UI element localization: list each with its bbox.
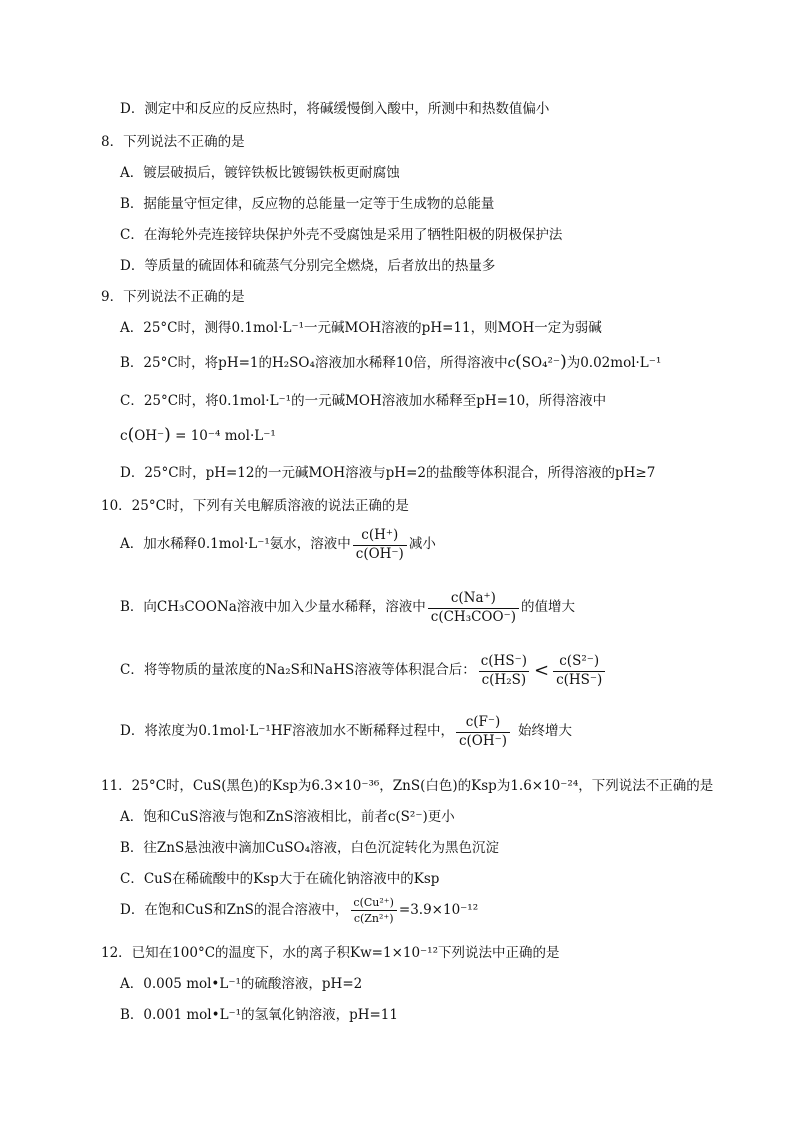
- q12-option-a: A．0.005 mol•L⁻¹的硫酸溶液，pH=2: [120, 976, 363, 992]
- q9-option-c-ion: OH⁻: [134, 428, 165, 444]
- q9-option-b: B．25°C时，将pH=1的H₂SO₄溶液加水稀释10倍，所得溶液中c(SO₄²⁻)为0.02mol·L⁻¹: [120, 352, 662, 372]
- q9-option-a: A．25°C时，测得0.1mol·L⁻¹一元碱MOH溶液的pH=11，则MOH一定为弱碱: [120, 320, 602, 336]
- q9-option-d: D．25°C时，pH=12的一元碱MOH溶液与pH=2的盐酸等体积混合，所得溶液的pH≥7: [120, 465, 656, 481]
- q10-option-b-tail: 的值增大: [520, 599, 575, 616]
- q8-stem: 8．下列说法不正确的是: [101, 134, 245, 150]
- q10-option-d-fraction: [456, 716, 510, 748]
- q10-option-c: [120, 655, 607, 687]
- q10-option-d: [120, 716, 572, 748]
- q10-option-d-denominator: c(OH⁻): [456, 732, 510, 749]
- q10-option-c-fraction-left: [478, 655, 530, 687]
- q10-option-b-text: B．向CH₃COONa溶液中加入少量水稀释，溶液中: [120, 599, 426, 616]
- q10-option-a: [120, 529, 436, 561]
- q9-option-c-expression: c(OH⁻) = 10⁻⁴ mol·L⁻¹: [120, 425, 276, 445]
- q10-option-a-denominator: c(OH⁻): [353, 545, 407, 562]
- q11-stem: 11．25°C时，CuS(黑色)的Ksp为6.3×10⁻³⁶，ZnS(白色)的Ksp为1.6×10⁻²⁴，下列说法不正确的是: [101, 778, 714, 794]
- q10-option-c-denominator-right: c(HS⁻): [553, 671, 605, 688]
- q9-option-c: C．25°C时，将0.1mol·L⁻¹的一元碱MOH溶液加水稀释至pH=10，所得溶液中: [120, 393, 607, 409]
- q10-option-b-fraction: [428, 592, 519, 624]
- q11-option-d-denominator: c(Zn²⁺): [351, 910, 397, 924]
- q11-option-b: B．往ZnS悬浊液中滴加CuSO₄溶液，白色沉淀转化为黑色沉淀: [120, 840, 499, 856]
- q7-option-d: D．测定中和反应的反应热时，将碱缓慢倒入酸中，所测中和热数值偏小: [120, 101, 550, 117]
- q8-option-b: B．据能量守恒定律，反应物的总能量一定等于生成物的总能量: [120, 196, 495, 212]
- q9-option-c-c: c: [120, 428, 128, 444]
- q9-option-c-equation: = 10⁻⁴ mol·L⁻¹: [175, 428, 276, 444]
- q10-option-d-tail: 始终增大: [518, 723, 573, 740]
- q10-option-b: [120, 592, 575, 624]
- q12-stem: 12．已知在100°C的温度下，水的离子积Kw=1×10⁻¹²下列说法中正确的是: [101, 945, 560, 961]
- q10-option-c-numerator-right: c(S²⁻): [559, 653, 600, 669]
- q10-option-c-text: C．将等物质的量浓度的Na₂S和NaHS溶液等体积混合后：: [120, 662, 476, 679]
- q11-option-a: A．饱和CuS溶液与饱和ZnS溶液相比，前者c(S²⁻)更小: [120, 809, 455, 825]
- q11-option-d-fraction: [350, 897, 396, 924]
- q10-option-c-less-than: <: [533, 660, 550, 681]
- q9-option-b-c: c: [507, 355, 516, 371]
- q8-option-d: D．等质量的硫固体和硫蒸气分别完全燃烧，后者放出的热量多: [120, 258, 496, 274]
- q10-option-d-numerator: c(F⁻): [465, 714, 501, 730]
- q12-option-b: B．0.001 mol•L⁻¹的氢氧化钠溶液，pH=11: [120, 1007, 398, 1023]
- q10-option-b-denominator: c(CH₃COO⁻): [428, 608, 519, 625]
- q10-option-c-numerator-left: c(HS⁻): [480, 653, 527, 669]
- q8-option-a: A．镀层破损后，镀锌铁板比镀锡铁板更耐腐蚀: [120, 165, 400, 181]
- q10-option-b-numerator: c(Na⁺): [450, 590, 496, 606]
- q11-option-d-tail: =3.9×10⁻¹²: [398, 901, 479, 918]
- q8-option-c: C．在海轮外壳连接锌块保护外壳不受腐蚀是采用了牺牲阳极的阴极保护法: [120, 227, 563, 243]
- q11-option-d: [120, 897, 478, 924]
- q10-stem: 10．25°C时，下列有关电解质溶液的说法正确的是: [101, 498, 409, 514]
- q10-option-a-fraction: [353, 529, 407, 561]
- q10-option-c-denominator-left: c(H₂S): [479, 671, 530, 688]
- q9-option-b-text: B．25°C时，将pH=1的H₂SO₄溶液加水稀释10倍，所得溶液中: [120, 355, 508, 371]
- q10-option-a-numerator: c(H⁺): [361, 527, 399, 543]
- q10-option-c-fraction-right: [553, 655, 605, 687]
- q10-option-a-text: A．加水稀释0.1mol·L⁻¹氨水，溶液中: [120, 536, 351, 553]
- q9-option-b-ion: SO₄²⁻: [521, 355, 561, 371]
- q10-option-a-tail: 减小: [408, 536, 436, 553]
- q9-stem: 9．下列说法不正确的是: [101, 289, 245, 305]
- q11-option-c: C．CuS在稀硫酸中的Ksp大于在硫化钠溶液中的Ksp: [120, 871, 440, 887]
- q10-option-d-text: D．将浓度为0.1mol·L⁻¹HF溶液加水不断稀释过程中，: [120, 723, 454, 740]
- q11-option-d-numerator: c(Cu²⁺): [353, 896, 394, 909]
- q9-option-b-tail: 为0.02mol·L⁻¹: [566, 355, 662, 371]
- q11-option-d-text: D．在饱和CuS和ZnS的混合溶液中，: [120, 901, 349, 918]
